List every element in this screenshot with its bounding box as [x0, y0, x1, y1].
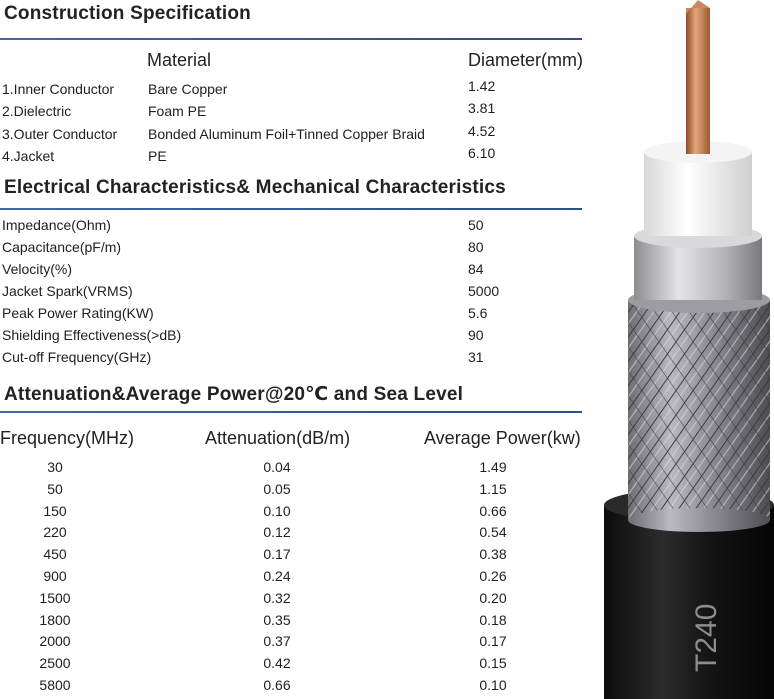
attenuation-row-attenuation: 0.12 [263, 524, 291, 541]
electrical-row-name: Cut-off Frequency(GHz) [2, 349, 152, 365]
electrical-row-name: Shielding Effectiveness(>dB) [2, 327, 182, 343]
attenuation-row-attenuation: 0.32 [263, 589, 291, 606]
attenuation-row-attenuation: 0.04 [263, 459, 291, 475]
electrical-row-value: 5.6 [468, 305, 488, 321]
attenuation-row-power: 0.18 [479, 611, 507, 628]
electrical-row-value: 31 [468, 349, 484, 365]
electrical-row-value: 90 [468, 327, 484, 343]
electrical-row-value: 5000 [468, 283, 500, 299]
attenuation-row-frequency: 220 [43, 524, 67, 541]
attenuation-row-power: 0.15 [479, 655, 507, 672]
construction-divider [0, 38, 582, 40]
attenuation-row-power: 0.20 [479, 589, 507, 606]
electrical-row-name: Velocity(%) [2, 261, 73, 277]
construction-row-material: PE [148, 147, 167, 164]
attenuation-row-frequency: 450 [43, 546, 67, 563]
attenuation-row-attenuation: 0.35 [263, 611, 291, 628]
construction-material-header: Material [147, 50, 212, 70]
attenuation-row-power: 0.26 [479, 568, 507, 584]
jacket-print-text: T240 [690, 603, 723, 672]
attenuation-row-power: 0.17 [479, 633, 507, 650]
attenuation-row-attenuation: 0.24 [263, 568, 291, 584]
attenuation-row-attenuation: 0.17 [263, 546, 291, 563]
construction-row-material: Bare Copper [148, 81, 228, 97]
attenuation-title: Attenuation&Average Power@20℃ and Sea Level [4, 384, 464, 405]
attenuation-frequency-header: Frequency(MHz) [0, 428, 135, 448]
construction-row-material: Foam PE [148, 103, 207, 120]
attenuation-row-power: 1.15 [479, 480, 507, 497]
construction-row-material: Bonded Aluminum Foil+Tinned Copper Braid [148, 125, 425, 142]
electrical-row-name: Jacket Spark(VRMS) [2, 283, 133, 299]
electrical-row-value: 80 [468, 239, 484, 255]
construction-row-diameter: 4.52 [468, 122, 496, 139]
electrical-row-name: Impedance(Ohm) [2, 217, 111, 233]
attenuation-row-frequency: 1800 [39, 611, 71, 628]
construction-row-name: 1.Inner Conductor [2, 81, 115, 97]
construction-row-name: 3.Outer Conductor [2, 125, 118, 142]
attenuation-row-attenuation: 0.05 [263, 480, 291, 497]
attenuation-row-frequency: 5800 [39, 677, 71, 693]
construction-row-name: 2.Dielectric [2, 103, 72, 120]
construction-row-diameter: 1.42 [468, 78, 496, 94]
electrical-title: Electrical Characteristics& Mechanical Characteristics [4, 177, 506, 198]
attenuation-row-power: 0.10 [479, 677, 507, 693]
attenuation-row-power: 0.38 [479, 546, 507, 563]
attenuation-row-power: 1.49 [479, 459, 507, 475]
attenuation-row-attenuation: 0.42 [263, 655, 291, 672]
construction-title: Construction Specification [4, 3, 251, 24]
construction-row-name: 4.Jacket [2, 147, 55, 164]
electrical-row-value: 84 [468, 261, 484, 277]
attenuation-row-attenuation: 0.10 [263, 502, 291, 519]
attenuation-row-attenuation: 0.66 [263, 677, 291, 693]
attenuation-row-attenuation: 0.37 [263, 633, 291, 650]
electrical-row-name: Peak Power Rating(KW) [2, 305, 154, 321]
attenuation-divider [0, 411, 582, 413]
electrical-row-value: 50 [468, 217, 484, 233]
attenuation-row-frequency: 2500 [39, 655, 71, 672]
electrical-row-name: Capacitance(pF/m) [2, 239, 122, 255]
attenuation-row-frequency: 150 [43, 502, 67, 519]
attenuation-row-frequency: 1500 [39, 589, 71, 606]
construction-row-diameter: 6.10 [468, 144, 496, 161]
attenuation-power-header: Average Power(kw) [424, 428, 581, 448]
electrical-divider [0, 208, 582, 210]
coaxial-cable-image [590, 0, 774, 699]
attenuation-row-power: 0.66 [479, 502, 507, 519]
attenuation-row-frequency: 30 [47, 459, 63, 475]
attenuation-attenuation-header: Attenuation(dB/m) [205, 428, 351, 448]
attenuation-row-frequency: 50 [47, 480, 63, 497]
attenuation-row-frequency: 2000 [39, 633, 71, 650]
attenuation-row-frequency: 900 [43, 568, 67, 584]
construction-diameter-header: Diameter(mm) [468, 50, 583, 70]
attenuation-row-power: 0.54 [479, 524, 507, 541]
construction-row-diameter: 3.81 [468, 100, 496, 117]
